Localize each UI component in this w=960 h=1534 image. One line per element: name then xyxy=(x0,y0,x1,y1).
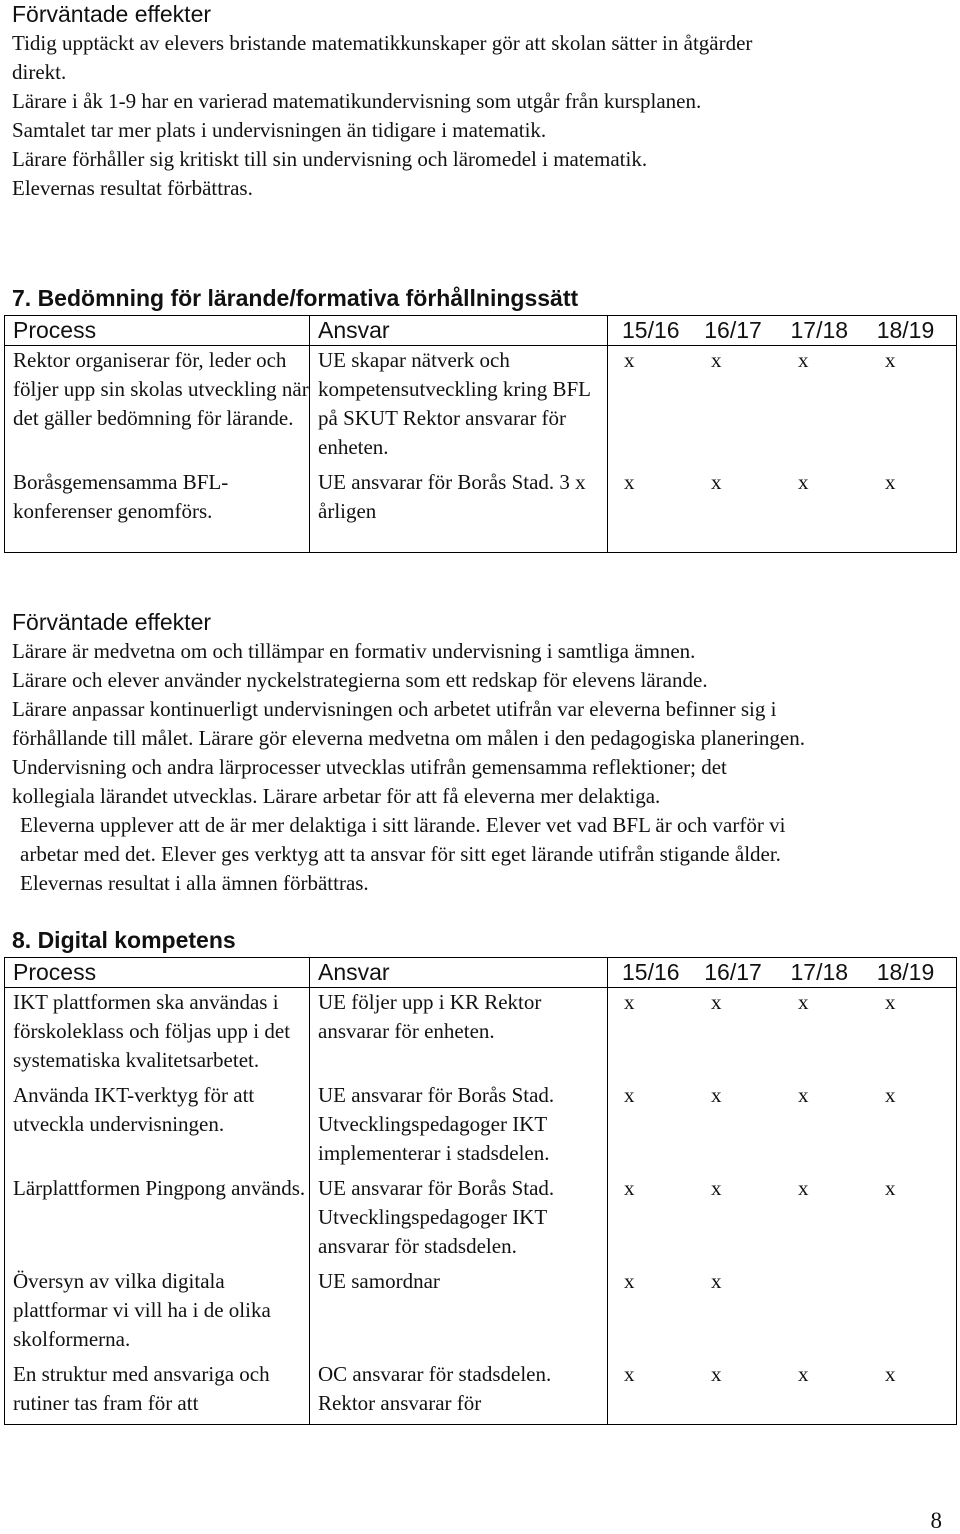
marks-cell xyxy=(608,1174,957,1267)
effect-line: direkt. xyxy=(12,60,67,84)
mark: x xyxy=(885,1176,896,1200)
table-row xyxy=(5,1174,957,1267)
mark: x xyxy=(798,1176,809,1200)
ansvar-cell: UE skapar nätverk och kompetensutveckling kring BFL på SKUT Rektor ansvarar för enheten. xyxy=(310,346,608,469)
mark: x xyxy=(711,990,722,1014)
mark: x xyxy=(711,1083,722,1107)
col-ansvar: Ansvar xyxy=(310,316,608,346)
mark: x xyxy=(885,990,896,1014)
ansvar-cell: UE ansvarar för Borås Stad. Utvecklingspedagoger IKT ansvarar för stadsdelen. xyxy=(310,1174,608,1267)
mark: x xyxy=(624,348,635,372)
marks-cell xyxy=(608,1267,957,1360)
col-year: 16/17 xyxy=(704,959,762,985)
ansvar-cell: OC ansvarar för stadsdelen. Rektor ansvarar för xyxy=(310,1360,608,1425)
effect-line: förhållande till målet. Lärare gör eleverna medvetna om målen i den pedagogiska planeringen. xyxy=(12,726,806,750)
marks-cell xyxy=(608,468,957,553)
ansvar-cell: UE ansvarar för Borås Stad. Utvecklingspedagoger IKT implementerar i stadsdelen. xyxy=(310,1081,608,1174)
effect-line: Lärare förhåller sig kritiskt till sin undervisning och läromedel i matematik. xyxy=(12,147,648,171)
effect-line: kollegiala lärandet utvecklas. Lärare arbetar för att få eleverna mer delaktiga. xyxy=(12,784,661,808)
section7-table xyxy=(4,315,957,553)
process-cell: En struktur med ansvariga och rutiner tas fram för att xyxy=(5,1360,310,1425)
mark: x xyxy=(798,470,809,494)
col-ansvar: Ansvar xyxy=(310,958,608,988)
table-row xyxy=(5,988,957,1082)
effect-line: Elevernas resultat förbättras. xyxy=(12,176,253,200)
section7-heading-wrap xyxy=(12,284,952,313)
marks-cell xyxy=(608,346,957,469)
section8-table xyxy=(4,957,957,1425)
page-number: 8 xyxy=(930,1508,942,1533)
mark: x xyxy=(624,1269,635,1293)
process-cell: Boråsgemensamma BFL-konferenser genomförs. xyxy=(5,468,310,553)
section8-title: 8. Digital kompetens xyxy=(12,927,236,953)
section7-title: 7. Bedömning för lärande/formativa förhållningssätt xyxy=(12,285,579,311)
col-process: Process xyxy=(5,316,310,346)
mark xyxy=(869,1267,956,1296)
ansvar-cell: UE samordnar xyxy=(310,1267,608,1360)
mark: x xyxy=(798,1083,809,1107)
mark: x xyxy=(885,348,896,372)
table-header-row xyxy=(5,958,957,988)
effect-line: Elevernas resultat i alla ämnen förbättras. xyxy=(20,871,369,895)
effect-line: Samtalet tar mer plats i undervisningen än tidigare i matematik. xyxy=(12,118,547,142)
process-cell: Använda IKT-verktyg för att utveckla undervisningen. xyxy=(5,1081,310,1174)
mark: x xyxy=(624,1362,635,1386)
mark: x xyxy=(711,470,722,494)
effect-line: Lärare är medvetna om och tillämpar en formativ undervisning i samtliga ämnen. xyxy=(12,639,696,663)
col-years xyxy=(608,316,957,346)
col-year: 18/19 xyxy=(876,959,935,985)
col-year: 16/17 xyxy=(704,317,762,343)
col-year: 15/16 xyxy=(622,959,680,985)
table-row xyxy=(5,1081,957,1174)
col-year: 15/16 xyxy=(622,317,680,343)
section6-effects-heading: Förväntade effekter xyxy=(12,1,212,27)
effect-line: Lärare anpassar kontinuerligt undervisningen och arbetet utifrån var eleverna befinner sig i xyxy=(12,697,777,721)
col-year: 18/19 xyxy=(876,317,935,343)
process-cell: Rektor organiserar för, leder och följer upp sin skolas utveckling när det gäller bedömning för lärande. xyxy=(5,346,310,469)
process-cell: Översyn av vilka digitala plattformar vi vill ha i de olika skolformerna. xyxy=(5,1267,310,1360)
mark: x xyxy=(885,1083,896,1107)
effect-line: Lärare och elever använder nyckelstrategierna som ett redskap för elevens lärande. xyxy=(12,668,708,692)
ansvar-cell: UE följer upp i KR Rektor ansvarar för enheten. xyxy=(310,988,608,1082)
marks-cell xyxy=(608,988,957,1082)
mark: x xyxy=(711,1362,722,1386)
section8-heading-wrap xyxy=(12,926,952,955)
table-row xyxy=(5,1267,957,1360)
effect-line: arbetar med det. Elever ges verktyg att ta ansvar för sitt eget lärande utifrån stigande ålder. xyxy=(20,842,781,866)
process-cell: Lärplattformen Pingpong används. xyxy=(5,1174,310,1267)
marks-cell xyxy=(608,1081,957,1174)
section7-effects-heading: Förväntade effekter xyxy=(12,609,212,635)
mark: x xyxy=(624,1083,635,1107)
mark: x xyxy=(798,1362,809,1386)
mark: x xyxy=(885,470,896,494)
effect-line: Lärare i åk 1-9 har en varierad matematikundervisning som utgår från kursplanen. xyxy=(12,89,702,113)
mark: x xyxy=(711,1269,722,1293)
mark: x xyxy=(711,348,722,372)
mark: x xyxy=(885,1362,896,1386)
mark: x xyxy=(624,470,635,494)
table-row xyxy=(5,1360,957,1425)
col-year: 17/18 xyxy=(790,317,849,343)
col-years xyxy=(608,958,957,988)
effect-line: Eleverna upplever att de är mer delaktiga i sitt lärande. Elever vet vad BFL är och varför vi xyxy=(20,813,786,837)
mark: x xyxy=(798,348,809,372)
table-row xyxy=(5,346,957,469)
mark: x xyxy=(624,990,635,1014)
table-row xyxy=(5,468,957,553)
effect-line: Tidig upptäckt av elevers bristande matematikkunskaper gör att skolan sätter in åtgärder xyxy=(12,31,753,55)
marks-cell xyxy=(608,1360,957,1425)
section7-effects xyxy=(12,608,952,898)
ansvar-cell: UE ansvarar för Borås Stad. 3 x årligen xyxy=(310,468,608,553)
mark: x xyxy=(798,990,809,1014)
effect-line: Undervisning och andra lärprocesser utvecklas utifrån gemensamma reflektioner; det xyxy=(12,755,727,779)
process-cell: IKT plattformen ska användas i förskoleklass och följas upp i det systematiska kvalitetsarbetet. xyxy=(5,988,310,1082)
section6-effects xyxy=(12,0,952,203)
table-header-row xyxy=(5,316,957,346)
col-year: 17/18 xyxy=(790,959,849,985)
mark: x xyxy=(624,1176,635,1200)
mark xyxy=(782,1267,869,1296)
col-process: Process xyxy=(5,958,310,988)
mark: x xyxy=(711,1176,722,1200)
